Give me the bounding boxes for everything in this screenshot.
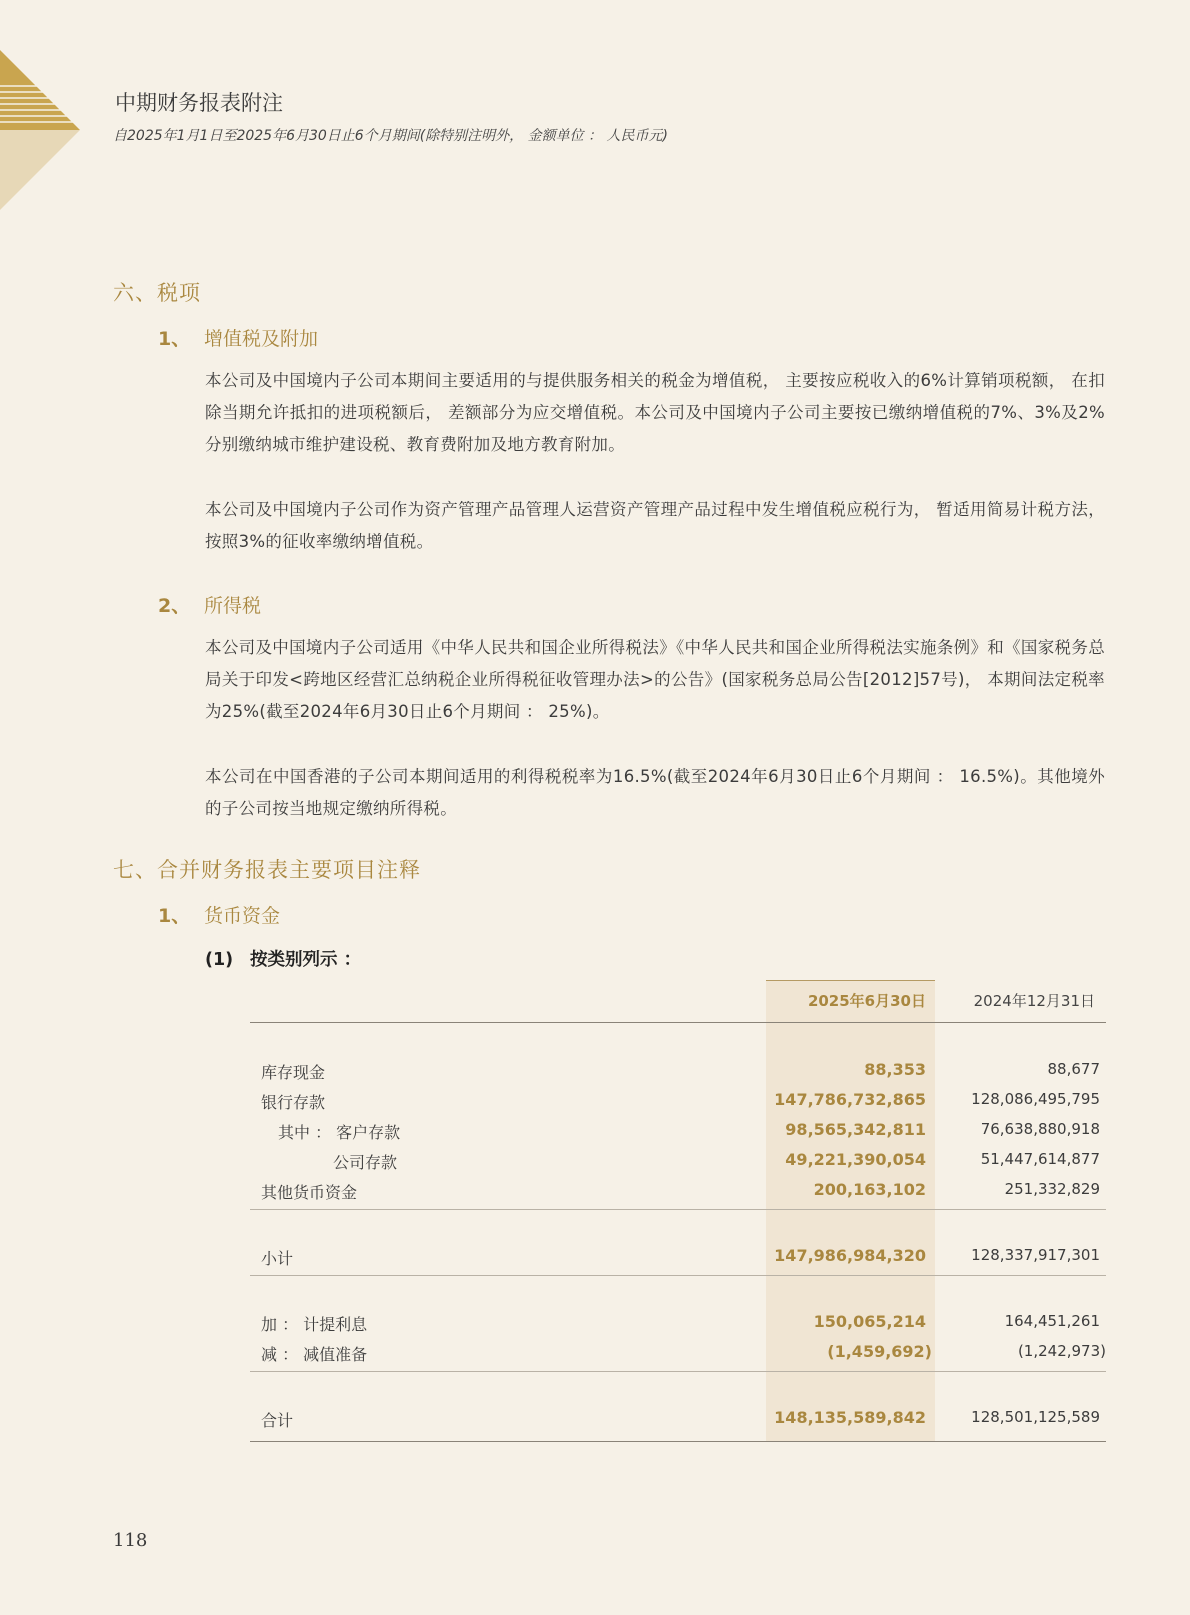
row-current-value: 150,065,214: [813, 1312, 926, 1331]
cash-heading-label: 货币资金: [204, 905, 281, 927]
table-row: [250, 1404, 1106, 1434]
section-7-title: 七、合并财务报表主要项目注释: [113, 858, 421, 882]
income-tax-heading-label: 所得税: [204, 595, 262, 617]
table-row: [250, 1116, 1106, 1146]
row-prior-value: 164,451,261: [1004, 1312, 1100, 1330]
row-prior-value: 251,332,829: [1004, 1180, 1100, 1198]
row-label: 其他货币资金: [261, 1183, 358, 1202]
interest-rule: [250, 1275, 1106, 1276]
row-prior-value: 128,086,495,795: [971, 1090, 1100, 1108]
row-prior-value: 88,677: [1047, 1060, 1100, 1078]
row-label: 小计: [261, 1249, 294, 1268]
total-rule: [250, 1371, 1106, 1372]
header-title: 中期财务报表附注: [115, 91, 283, 115]
income-tax-paragraph-1: 本公司及中国境内子公司适用《中华人民共和国企业所得税法》《中华人民共和国企业所得税法实施条例》和《国家税务总局关于印发<跨地区经营汇总纳税企业所得税征收管理办法>的公告》(国家税务总局公告[2012]57号)， 本期间法定税率为25%(截至2024年6月30日止6个月期间 ： 25%)。: [205, 638, 1105, 721]
cash-heading: [158, 901, 280, 928]
page-number: 118: [113, 1530, 148, 1551]
row-label: 公司存款: [333, 1153, 398, 1172]
vat-paragraph-1: 本公司及中国境内子公司本期间主要适用的与提供服务相关的税金为增值税， 主要按应税收入的6%计算销项税额， 在扣除当期允许抵扣的进项税额后， 差额部分为应交增值税。本公司及中国境内子公司主要按已缴纳增值税的7%、3%及2%分别缴纳城市维护建设税、教育费附加及地方教育附加。: [205, 371, 1105, 454]
by-category-heading: [205, 946, 361, 971]
row-label: 合计: [261, 1411, 294, 1430]
current-period-highlight: [766, 980, 935, 1442]
row-current-value: 98,565,342,811: [785, 1120, 926, 1139]
row-prior-value: 128,501,125,589: [971, 1408, 1100, 1426]
cash-heading-number: 1、: [158, 905, 191, 927]
income-tax-heading-number: 2、: [158, 595, 191, 617]
current-period-top-rule: [766, 980, 935, 981]
row-current-value: 147,986,984,320: [774, 1246, 926, 1265]
row-current-value: (1,459,692): [827, 1342, 932, 1361]
row-prior-value: 51,447,614,877: [980, 1150, 1100, 1168]
vat-paragraph-2: 本公司及中国境内子公司作为资产管理产品管理人运营资产管理产品过程中发生增值税应税行为， 暂适用简易计税方法， 按照3%的征收率缴纳增值税。: [205, 500, 1105, 551]
row-prior-value: (1,242,973): [1017, 1342, 1106, 1360]
row-current-value: 88,353: [864, 1060, 926, 1079]
header-subtitle: 自2025年1月1日至2025年6月30日止6个月期间(除特别注明外， 金额单位 ： 人民币元): [113, 128, 668, 144]
table-row: [250, 1056, 1106, 1086]
table-row: [250, 1176, 1106, 1206]
table-row: [250, 1308, 1106, 1338]
row-current-value: 147,786,732,865: [774, 1090, 926, 1109]
cash-table: [250, 980, 1106, 1442]
table-row: [250, 1146, 1106, 1176]
row-current-value: 148,135,589,842: [774, 1408, 926, 1427]
row-prior-value: 128,337,917,301: [971, 1246, 1100, 1264]
income-tax-heading: [158, 591, 261, 618]
vat-heading-number: 1、: [158, 328, 191, 350]
table-row: [250, 1338, 1106, 1368]
table-row: [250, 1086, 1106, 1116]
row-label: 银行存款: [261, 1093, 326, 1112]
bottom-rule: [250, 1441, 1106, 1442]
by-category-number: (1): [205, 950, 234, 970]
column-header-current: 2025年6月30日: [807, 992, 926, 1010]
column-header-prior: 2024年12月31日: [973, 992, 1095, 1010]
section-6-title: 六、税项: [113, 281, 201, 305]
row-label: 库存现金: [261, 1063, 326, 1082]
corner-decoration: [0, 50, 80, 210]
row-label: 加 ： 计提利息: [261, 1315, 368, 1334]
row-label: 其中 ： 客户存款: [278, 1123, 401, 1142]
header-rule: [250, 1022, 1106, 1023]
row-label: 减 ： 减值准备: [261, 1345, 368, 1364]
income-tax-paragraph-2: 本公司在中国香港的子公司本期间适用的利得税税率为16.5%(截至2024年6月30日止6个月期间 ： 16.5%)。其他境外的子公司按当地规定缴纳所得税。: [205, 767, 1105, 818]
row-prior-value: 76,638,880,918: [980, 1120, 1100, 1138]
row-current-value: 49,221,390,054: [785, 1150, 926, 1169]
by-category-label: 按类别列示 ：: [250, 950, 362, 970]
table-row: [250, 1242, 1106, 1272]
vat-heading: [158, 324, 318, 351]
subtotal-rule: [250, 1209, 1106, 1210]
row-current-value: 200,163,102: [813, 1180, 926, 1199]
vat-heading-label: 增值税及附加: [204, 328, 319, 350]
